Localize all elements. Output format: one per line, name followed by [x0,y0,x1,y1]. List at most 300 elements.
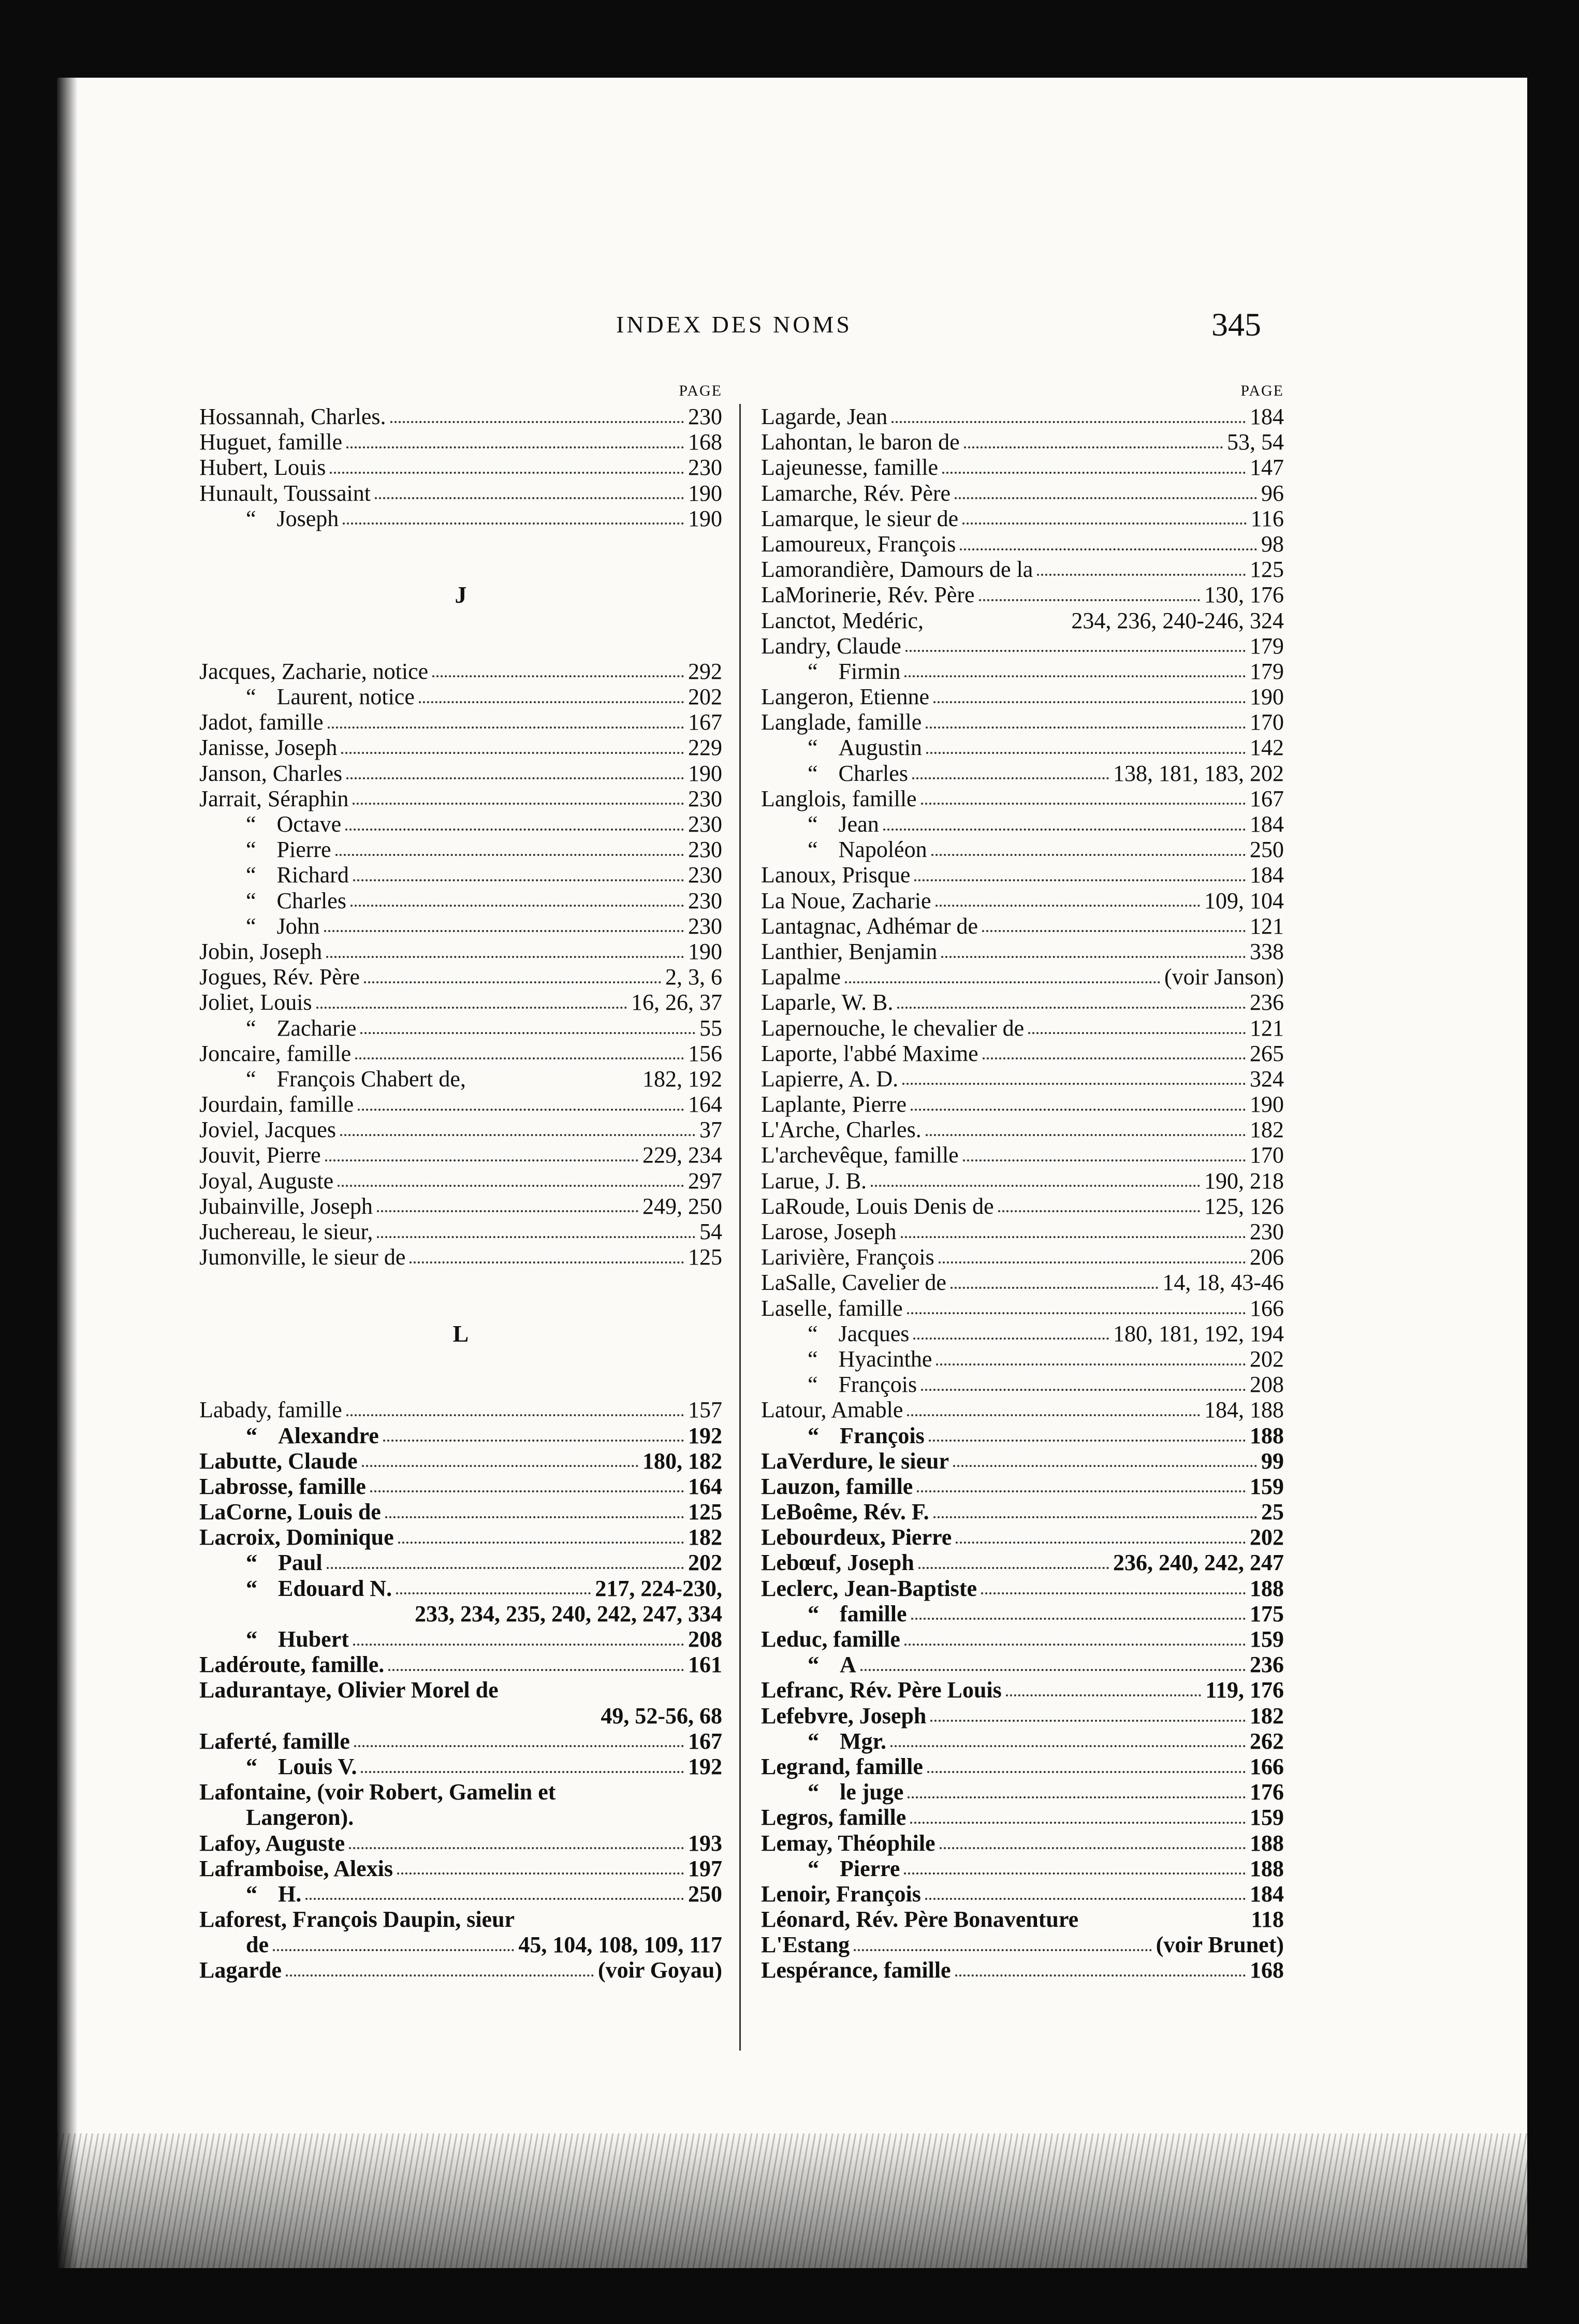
entry-name: Hubert, Louis [199,455,326,481]
index-entry [199,1117,722,1142]
index-entry [761,429,1284,455]
leader-dots [883,829,1246,831]
leader-dots [388,1669,684,1671]
index-entry [761,913,1284,939]
leader-dots [362,1465,638,1467]
entry-name: Charles [276,888,346,913]
entry-pages: 250 [688,1881,722,1907]
index-entry [199,1397,722,1422]
entry-pages: 193 [688,1830,722,1856]
entry-name: Lefranc, Rév. Père Louis [761,1677,1002,1703]
entry-name: Lajeunesse, famille [761,455,939,481]
entry-pages: 230 [688,837,722,863]
entry-pages: 109, 104 [1204,888,1284,913]
index-entry [199,1550,722,1575]
entry-pages: 202 [1250,1346,1284,1372]
entry-pages: 157 [688,1397,722,1423]
index-entry [199,1881,722,1907]
entry-name: Lenoir, François [761,1881,921,1907]
entry-name: Lanctot, Medéric, [761,607,924,633]
leader-dots [377,1210,638,1212]
leader-dots [346,1414,684,1416]
index-entries-left [199,404,722,1983]
entry-pages: (voir Janson) [1164,964,1284,990]
ditto-mark: “ [808,837,818,863]
leader-dots [273,1949,514,1951]
leader-dots [410,1261,684,1263]
entry-pages: 54 [699,1219,722,1244]
entry-name: François Chabert de, [276,1066,466,1092]
entry-name: Laframboise, Alexis [199,1855,393,1881]
entry-name: Jacques, Zacharie, notice [199,658,429,684]
leader-dots [913,1338,1109,1340]
leader-dots [385,1516,684,1518]
ditto-mark: “ [246,1422,257,1448]
entry-pages: 208 [688,1626,722,1652]
index-entry [761,1194,1284,1219]
entry-name: Joyal, Auguste [199,1168,334,1194]
index-entry [761,939,1284,964]
blank-line [199,1346,722,1372]
entry-name: Jubainville, Joseph [199,1193,373,1219]
entry-name: Lapernouche, le chevalier de [761,1015,1025,1041]
index-entry [199,1907,722,1932]
leader-dots [981,1592,1246,1594]
entry-pages: 159 [1250,1626,1284,1652]
index-entry [199,990,722,1015]
entry-pages: 125 [1250,557,1284,583]
index-entry [761,709,1284,735]
leader-dots [960,548,1257,550]
index-entry [199,1499,722,1524]
index-entry [761,481,1284,506]
entry-pages: 2, 3, 6 [665,964,722,990]
entry-pages: 166 [1250,1753,1284,1779]
entry-pages: 142 [1250,735,1284,761]
entry-pages: 233, 234, 235, 240, 242, 247, 334 [415,1601,722,1626]
index-entry [761,1881,1284,1907]
entry-pages: 292 [688,658,722,684]
leader-dots [854,1949,1152,1951]
leader-dots [364,981,661,983]
entry-name: Jadot, famille [199,709,324,735]
blank-line [199,1296,722,1321]
entry-pages: 192 [688,1422,722,1448]
index-entry [761,659,1284,684]
index-entry [199,1041,722,1066]
index-entry [199,709,722,735]
entry-pages: 262 [1250,1728,1284,1754]
index-entry [761,1219,1284,1244]
entry-pages: 176 [1250,1779,1284,1805]
index-entry [761,1779,1284,1805]
index-entry [761,1397,1284,1422]
index-entry [761,404,1284,429]
index-entry [761,888,1284,913]
leader-dots [956,1542,1246,1544]
index-entry [199,455,722,480]
index-entry [761,1703,1284,1729]
leader-dots [358,1109,684,1111]
entry-pages: 184 [1250,811,1284,837]
index-entry [761,786,1284,811]
index-entry [199,404,722,429]
entry-pages: 14, 18, 43-46 [1162,1270,1284,1296]
index-entry [199,1524,722,1550]
ditto-mark: “ [246,888,256,913]
entry-pages: 130, 176 [1204,582,1284,608]
index-entry [199,1423,722,1448]
index-column-left [199,378,722,1983]
entry-pages: 45, 104, 108, 109, 117 [518,1932,722,1958]
leader-dots [1028,1032,1246,1034]
entry-name: H. [278,1881,302,1907]
entry-name: Lamarque, le sieur de [761,505,959,531]
index-entry [199,1092,722,1117]
entry-name: La Noue, Zacharie [761,888,931,913]
ditto-mark: “ [808,811,818,837]
index-entry [199,1219,722,1244]
leader-dots [360,1032,695,1034]
leader-dots [345,829,684,831]
leader-dots [346,446,684,448]
index-entry [761,582,1284,607]
leader-dots [353,803,684,805]
index-entry [199,429,722,455]
entry-pages: 188 [1250,1575,1284,1601]
entry-pages: 184, 188 [1204,1397,1284,1423]
ditto-mark: “ [246,1626,257,1652]
leader-dots [328,727,684,729]
leader-dots [1037,574,1246,576]
entry-pages: 156 [688,1040,722,1066]
leader-dots [926,752,1246,754]
leader-dots [912,777,1109,779]
running-title: INDEX DES NOMS [616,311,852,338]
index-entry [761,1015,1284,1041]
leader-dots [907,1312,1246,1314]
entry-name: Joviel, Jacques [199,1117,336,1143]
index-entry [761,1168,1284,1194]
leader-dots [951,1287,1158,1289]
index-entry [199,939,722,964]
entry-pages: 118 [1251,1907,1284,1933]
ditto-mark: “ [808,1779,819,1805]
index-entry [199,735,722,760]
entry-name: Larue, J. B. [761,1168,867,1194]
index-entry [761,837,1284,862]
leader-dots [941,956,1246,958]
entry-pages: 297 [688,1168,722,1194]
leader-dots [324,930,684,932]
scanned-page [57,78,1527,2268]
entry-name: Leclerc, Jean-Baptiste [761,1575,977,1601]
ditto-mark: “ [246,1575,257,1601]
index-entry [199,1856,722,1881]
index-entry [199,1754,722,1779]
entry-pages: 184 [1250,862,1284,888]
leader-dots [998,1210,1200,1212]
index-entry [199,964,722,990]
entry-pages: 202 [688,1550,722,1576]
index-entry [761,1448,1284,1474]
entry-name: Mgr. [840,1728,887,1754]
index-entry [199,481,722,506]
leader-dots [871,1185,1200,1187]
index-entry [761,811,1284,837]
entry-pages: 167 [688,709,722,735]
entry-pages: 230 [688,811,722,837]
entry-name: Jourdain, famille [199,1092,354,1117]
entry-name: Huguet, famille [199,429,343,455]
leader-dots [350,905,684,907]
index-entry [761,1346,1284,1372]
entry-name: Jumonville, le sieur de [199,1244,406,1270]
entry-pages: 121 [1250,913,1284,939]
entry-name: Lagarde, Jean [761,404,888,429]
index-entry [761,608,1284,633]
entry-name: Jouvit, Pierre [199,1142,321,1168]
entry-name: Langlade, famille [761,709,922,735]
entry-name: Joncaire, famille [199,1040,352,1066]
ditto-mark: “ [246,1550,257,1576]
entry-name: Juchereau, le sieur, [199,1219,373,1244]
index-entry [761,1856,1284,1881]
scan-smudge [57,2133,1527,2268]
ditto-mark: “ [808,735,818,761]
entry-name: Lamorandière, Damours de la [761,557,1033,583]
leader-dots [377,1236,695,1238]
leader-dots [926,1134,1246,1136]
leader-dots [419,701,684,703]
entry-name: Edouard N. [278,1575,392,1601]
entry-pages: (voir Goyau) [598,1957,722,1983]
entry-pages: 182, 192 [642,1066,722,1092]
entry-name: Hunault, Toussaint [199,480,371,506]
entry-name: le juge [840,1779,904,1805]
leader-dots [935,905,1200,907]
entry-name: Laferté, famille [199,1728,350,1754]
leader-dots [901,1236,1246,1238]
index-entry [199,1474,722,1499]
ditto-mark: “ [246,684,256,710]
entry-pages: 230 [688,888,722,913]
entry-pages: 37 [699,1117,722,1143]
leader-dots [370,1490,684,1492]
leader-dots [398,1542,684,1544]
entry-name: Lemay, Théophile [761,1830,935,1856]
entry-pages: 159 [1250,1805,1284,1831]
entry-name: Laporte, l'abbé Maxime [761,1040,978,1066]
index-entry [199,761,722,786]
index-entry [761,1677,1284,1703]
entry-name: A [840,1652,856,1678]
entry-pages: 180, 182 [642,1448,722,1474]
entry-pages: 202 [1250,1524,1284,1550]
entry-pages: 229, 234 [642,1142,722,1168]
entry-name: de [246,1932,269,1958]
index-entry [199,1244,722,1270]
leader-dots [983,1057,1246,1059]
index-entry [199,1576,722,1601]
ditto-mark: “ [808,658,818,684]
leader-dots [979,599,1200,601]
entry-pages: 125, 126 [1204,1193,1284,1219]
ditto-mark: “ [808,1652,819,1678]
entry-pages: 230 [688,913,722,939]
leader-dots [902,1083,1246,1085]
leader-dots [286,1974,594,1977]
entry-name: Lanoux, Prisque [761,862,911,888]
entry-pages: 230 [688,404,722,429]
entry-pages: 192 [688,1753,722,1779]
leader-dots [343,522,684,525]
leader-dots [396,1592,591,1594]
ditto-mark: “ [246,811,256,837]
leader-dots [316,1007,627,1009]
entry-name: LaVerdure, le sieur [761,1448,949,1474]
index-entry [761,964,1284,990]
ditto-mark: “ [808,1601,819,1626]
index-entry [199,1066,722,1092]
leader-dots [326,956,684,958]
index-entry [199,1957,722,1983]
entry-pages: 179 [1250,633,1284,659]
entry-name: François [838,1372,917,1398]
section-letter: L [452,1320,469,1347]
entry-name: LaRoude, Louis Denis de [761,1193,994,1219]
entry-name: Ladéroute, famille. [199,1652,385,1678]
entry-name: Lamoureux, François [761,531,956,557]
entry-name: Joliet, Louis [199,990,312,1015]
leader-dots [890,1745,1246,1747]
entry-pages: 230 [688,862,722,888]
entry-name: Lafontaine, (voir Robert, Gamelin et [199,1779,556,1805]
entry-name: Lefebvre, Joseph [761,1703,927,1729]
leader-dots [942,472,1246,474]
entry-name: Pierre [276,837,331,863]
leader-dots [917,1490,1246,1492]
entry-name: Laselle, famille [761,1295,903,1321]
leader-dots [926,727,1246,729]
blank-line [199,557,722,582]
leader-dots [911,1109,1246,1111]
leader-dots [904,675,1246,677]
leader-dots [964,446,1223,448]
index-entry [761,455,1284,480]
index-entry [761,1652,1284,1677]
leader-dots [905,650,1246,652]
entry-pages: 188 [1250,1855,1284,1881]
entry-pages: 170 [1250,1142,1284,1168]
entry-name: Léonard, Rév. Père Bonaventure [761,1907,1079,1933]
ditto-mark: “ [246,1066,256,1092]
ditto-mark: “ [808,1346,818,1372]
entry-name: Lacroix, Dominique [199,1524,394,1550]
column-divider [739,404,741,2051]
index-entry [761,1907,1284,1932]
entry-name: Octave [276,811,342,837]
index-entry [199,1831,722,1856]
leader-dots [361,1771,684,1773]
entry-name: Lapierre, A. D. [761,1066,899,1092]
entry-name: Ladurantaye, Olivier Morel de [199,1677,499,1703]
leader-dots [432,675,684,677]
entry-pages: 125 [688,1499,722,1525]
index-entry [761,1372,1284,1397]
entry-name: Lapalme [761,964,841,990]
entry-name: Langeron, Etienne [761,684,929,710]
index-entry [761,990,1284,1015]
entry-name: Lafoy, Auguste [199,1830,345,1856]
index-entry [761,557,1284,582]
page-header [57,306,1527,347]
page-label-left: PAGE [679,382,722,399]
entry-pages: 99 [1261,1448,1284,1474]
entry-name: Lantagnac, Adhémar de [761,913,978,939]
leader-dots [354,1745,684,1747]
index-entry [199,786,722,811]
index-entry [199,1142,722,1168]
entry-pages: 190 [688,760,722,786]
index-entry-continuation [199,1703,722,1729]
entry-name: Legros, famille [761,1805,907,1831]
index-entry [761,684,1284,709]
leader-dots [939,1261,1246,1263]
leader-dots [925,1898,1246,1900]
entry-name: LaCorne, Louis de [199,1499,381,1525]
leader-dots [929,1440,1246,1442]
entry-name: Lagarde [199,1957,282,1983]
leader-dots [907,1414,1200,1416]
entry-pages: 182 [1250,1117,1284,1143]
entry-pages: 184 [1250,404,1284,429]
entry-pages: 190 [1250,684,1284,710]
page-number: 345 [1211,306,1261,343]
index-entry [761,1423,1284,1448]
leader-dots [349,1847,684,1849]
entry-name: Janson, Charles [199,760,343,786]
entry-pages: 49, 52-56, 68 [601,1703,722,1729]
entry-pages: 116 [1250,505,1284,531]
entry-name: John [276,913,320,939]
section-letter: J [455,582,467,608]
entry-pages: 265 [1250,1040,1284,1066]
leader-dots [355,1057,684,1059]
entry-pages: 197 [688,1855,722,1881]
entry-pages: 188 [1250,1422,1284,1448]
entry-pages: 250 [1250,837,1284,863]
leader-dots [353,1644,684,1646]
entry-name: LaSalle, Cavelier de [761,1270,946,1296]
entry-pages: 230 [688,786,722,811]
index-entry [761,862,1284,888]
entry-name: Lebœuf, Joseph [761,1550,914,1576]
entry-pages: 168 [1250,1957,1284,1983]
index-entry [761,1550,1284,1575]
entry-name: Hossannah, Charles. [199,404,386,429]
entry-name: L'Estang [761,1932,850,1958]
leader-dots [897,1007,1246,1009]
index-entry [199,1677,722,1703]
ditto-mark: “ [808,1320,818,1346]
entry-pages: 190 [688,480,722,506]
index-column-right [761,378,1284,1983]
leader-dots [1006,1694,1202,1696]
leader-dots [931,854,1246,856]
entry-name: famille [840,1601,907,1626]
leader-dots [341,752,684,754]
